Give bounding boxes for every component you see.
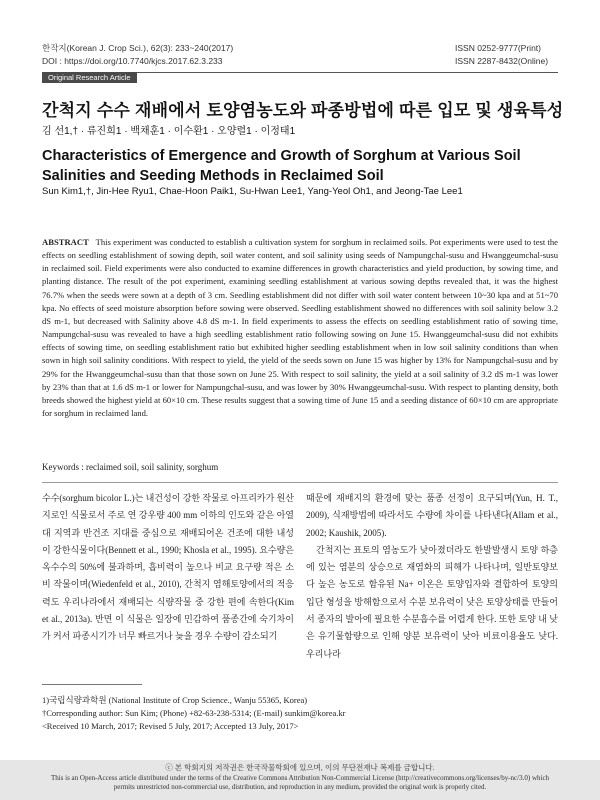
keywords: Keywords : reclaimed soil, soil salinity, sorghum (42, 462, 219, 472)
copyright-notice: ⓒ 본 학회지의 저작권은 한국작물학회에 있으며, 이의 무단전재나 복제를 금합니다. (165, 763, 435, 772)
footnote-corresponding: †Corresponding author: Sun Kim; (Phone) +82-63-238-5314; (E-mail) sunkim@korea.kr (42, 708, 346, 718)
body-paragraph: 간척지는 표토의 염농도가 낮아졌더라도 한발발생시 토양 하층에 있는 염분의 상승으로 재염화의 피해가 나타나며, 일반토양보다 높은 농도로 함유된 Na+ 이온은 토양입자와 결합하여 토양의 입단 형성을 방해함으로서 수분 보유력이 낮은 토양상태를 만들어서 종자의 발아에 필요한 수분흡수를 어렵게 한다. 또한 토양 내 낮은 유기물함량으로 인해 양분 보유력이 낮아 비료이용율도 낮다. 우리나라 (306, 544, 558, 659)
journal-citation (42, 42, 233, 68)
authors-english: Sun Kim1,†, Jin-Hee Ryu1, Chae-Hoon Paik1, Su-Hwan Lee1, Yang-Yeol Oh1, and Jeong-Tae Lee1 (42, 186, 463, 197)
footnote-divider (42, 684, 142, 685)
body-paragraph: 때문에 재배지의 환경에 맞는 품종 선정이 요구되며(Yun, H. T., 2009), 식재방법에 따라서도 수량에 차이를 나타낸다(Allam et al., 2002; Kaushik, 2005). (306, 493, 558, 538)
footnote-dates: <Received 10 March, 2017; Revised 5 July, 2017; Accepted 13 July, 2017> (42, 721, 299, 731)
authors-korean: 김 선1,† · 류진희1 · 백채훈1 · 이수환1 · 오양렬1 · 이정태1 (42, 126, 296, 137)
body-paragraph: 수수(sorghum bicolor L.)는 내건성이 강한 작물로 아프리카가 원산지로인 식물로서 주로 연 강우량 400 mm 이하의 인도와 같은 아열대 지역과 반건조 지대를 중심으로 재배되어온 건조에 대한 내성이 강한식물이다(Bennett et al., 1990; Khosla et al., 1995). 요수량은 옥수수의 50%에 불과하며, 흡비력이 높으나 비교 요구량 적은 소비 작물이며(Wiedenfeld et al., 2010), 간척지 염해토양에서의 적응력도 우리나라에서 재배되는 식량작물 중 강한 편에 속한다(Kim et al., 2013a). 반면 이 식물은 일장에 민감하여 품종간에 숙기차이가 커서 파종시기가 너무 빠르거나 늦을 경우 수량이 감소되기 (42, 493, 294, 642)
abstract-heading: ABSTRACT (42, 237, 89, 247)
body-column-left (42, 490, 294, 646)
keywords-divider (42, 482, 558, 483)
title-english: Characteristics of Emergence and Growth of Sorghum at Various Soil Salinities and Seeding Methods in Reclaimed Soil (42, 148, 521, 184)
abstract (42, 236, 558, 420)
title-korean: 간척지 수수 재배에서 토양염농도와 파종방법에 따른 입모 및 생육특성 (42, 101, 564, 120)
issn-info (455, 42, 548, 68)
footnotes (42, 694, 345, 733)
issn-online: ISSN 2287-8432(Online) (455, 56, 549, 66)
doi-line[interactable]: DOI : https://doi.org/10.7740/kjcs.2017.62.3.233 (42, 56, 223, 66)
footnote-affiliation: 1)국립식량과학원 (National Institute of Crop Science., Wanju 55365, Korea) (42, 695, 308, 705)
issn-print: ISSN 0252-9777(Print) (455, 43, 541, 53)
license-text: This is an Open-Access article distributed under the terms of the Creative Commons Attribution Non-Commercial License (http://creativecommons.org/licenses/by-nc/3.0) which permits unrestricted non-commercial use, distribution, and reproduction in any medium, provided the original work is properly cited. (50, 774, 550, 791)
citation-line: 한작지(Korean J. Crop Sci.), 62(3): 233~240(2017) (42, 43, 234, 53)
body-column-right (306, 490, 558, 663)
section-label: Original Research Article (42, 72, 137, 83)
abstract-text: This experiment was conducted to establish a cultivation system for sorghum in reclaimed soils. Pot experiments were used to test the effects on seedling establishment of sowing depth, soil water content, and soil salinity using seeds of Nampungchal-susu and Hwanggeumchal-susu in reclaimed soil. Field experiments were also conducted to examine differences in growth characteristics and yield production, by sowing time, and planting distance. The result of the pot experiment, examining seedling establishment at various sowing depths revealed that, it was the highest 76.7% when the seeds were sown at a depth of 3 cm. Seedling establishment did not differ with soil water content between 10~30 kpa and at 51~70 kpa. No effects of seed moisture absorption before sowing were observed. Seedling establishment showed no differences with soil salinity below 3.2 dS m-1, but decreased with Salinity above 4.8 dS m-1. In field experiments to assess the effects on seedling establishment ratio of sowing time, Nampungchal-susu was revealed to have a high seedling establishment ratio following sowing on June 15. Hwanggeumchal-susu did not exhibits effects of sowing time, on seedling establishment ratio but exhibited higher seedling establishment when in low soil salinity conditions than when sown in high soil salinity conditions. With respect to yield, the yield of the seeds sown on June 15 was higher by 13% for Nampungchal-susu and by 29% for the Hwanggeumchal-susu than that those sown on June 25. With respect to soil salinity, the yield at a soil salinity of 3.2 dS m-1 was lower by 23% than that at 1.6 dS m-1 or lower for Nampungchal-susu, and was lower by 30% Hwanggeumchal-susu. With respect to planting density, both breeds showed the highest yield at 60×10 cm. These results suggest that a sowing time of June 15 and a seeding distance of 60×10 cm are appropriate for sorghum in reclaimed land. (42, 237, 558, 419)
